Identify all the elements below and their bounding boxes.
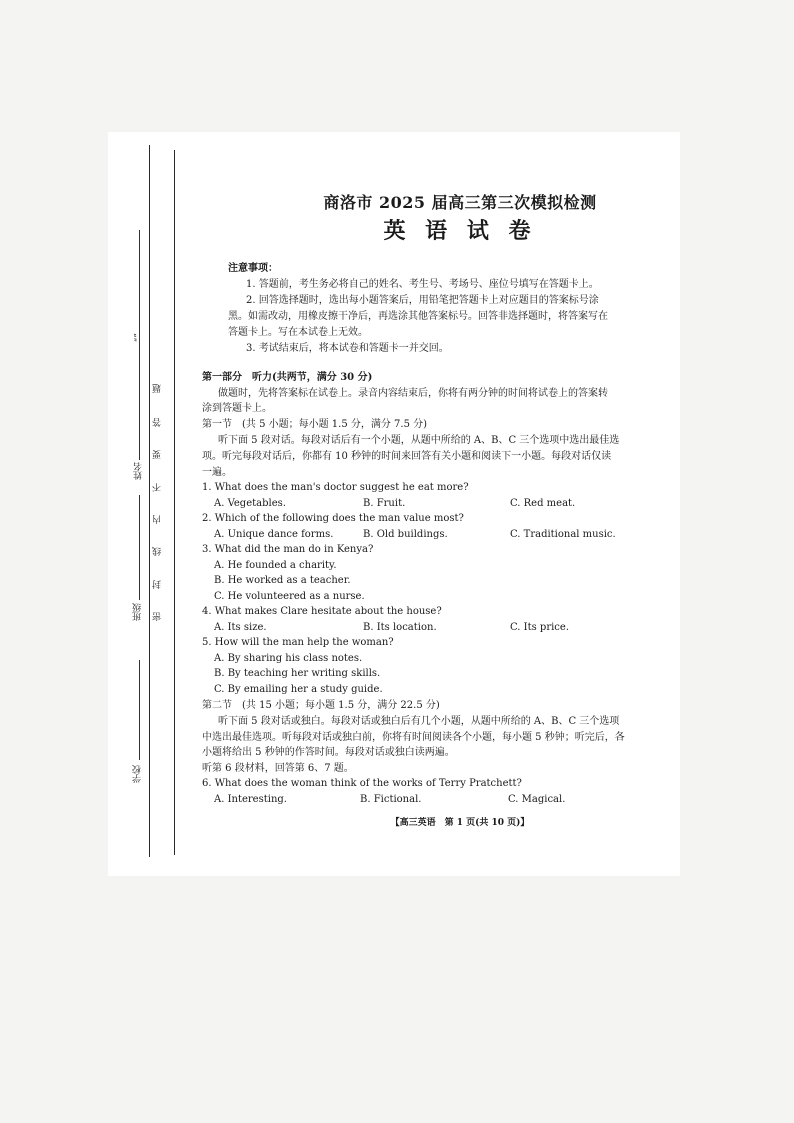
part1-heading: 第一部分 听力(共两节，满分 30 分) [202, 372, 373, 383]
school-underline [139, 660, 140, 760]
option: C. Traditional music. [510, 529, 616, 540]
option: C. Its price. [510, 622, 570, 633]
option: C. Magical. [508, 794, 566, 805]
name-underline [139, 230, 140, 460]
part1-intro-line: 做题时，先将答案标在试卷上。录音内容结束后，你将有两分钟的时间将试卷上的答案转 [218, 388, 608, 399]
option: A. By sharing his class notes. [214, 653, 363, 664]
question-stem: 1. What does the man's doctor suggest he eat more? [202, 482, 469, 493]
option: A. Vegetables. [214, 498, 286, 509]
seal-char: 密 [153, 612, 163, 621]
seal-char: 答 [153, 418, 163, 427]
option: B. Fictional. [360, 794, 422, 805]
section1-instruction-line: 项。听完每段对话后，你都有 10 秒钟的时间来回答有关小题和阅读下一小题。每段对话仅读 [202, 451, 612, 462]
question-stem: 2. Which of the following does the man value most? [202, 513, 464, 524]
notice-line: 黑。如需改动，用橡皮擦干净后，再选涂其他答案标号。回答非选择题时，将答案写在 [228, 311, 608, 322]
question-stem: 4. What makes Clare hesitate about the house? [202, 606, 442, 617]
notice-line: 3. 考试结束后，将本试卷和答题卡一并交回。 [246, 343, 449, 354]
margin-rule-outer [149, 145, 150, 857]
option: C. He volunteered as a nurse. [214, 591, 365, 602]
option: B. By teaching her writing skills. [214, 668, 381, 679]
option: A. He founded a charity. [214, 560, 337, 571]
option: C. By emailing her a study guide. [214, 684, 383, 695]
question-stem: 5. How will the man help the woman? [202, 637, 394, 648]
class-underline [139, 495, 140, 600]
option: B. Old buildings. [363, 529, 448, 540]
seal-char: 线 [153, 547, 163, 556]
section2-instruction-line: 小题将给出 5 秒钟的作答时间。每段对话或独白读两遍。 [202, 747, 455, 758]
subject-title: 英 语 试 卷 [383, 218, 537, 244]
section2-instruction-line: 中选出最佳选项。听每段对话或独白前，你将有时间阅读各个小题，每小题 5 秒钟；听完后，各 [202, 732, 625, 743]
school-label: 学校 [133, 765, 143, 783]
section1-heading: 第一节 (共 5 小题；每小题 1.5 分，满分 7.5 分) [202, 419, 428, 430]
notice-heading: 注意事项： [228, 263, 278, 274]
seal-char: 要 [153, 450, 163, 459]
question-stem: 6. What does the woman think of the works of Terry Pratchett? [202, 778, 522, 789]
option: A. Its size. [214, 622, 267, 633]
material-line: 听第 6 段材料，回答第 6、7 题。 [202, 763, 354, 774]
class-label: 班级 [133, 603, 143, 621]
seal-char: 内 [153, 515, 163, 524]
part1-intro-line: 涂到答题卡上。 [202, 403, 272, 414]
seal-char: 题 [153, 384, 163, 393]
option: C. Red meat. [510, 498, 576, 509]
question-stem: 3. What did the man do in Kenya? [202, 544, 374, 555]
page-footer: 【高三英语 第 1 页(共 10 页)】 [390, 818, 530, 828]
notice-line: 答题卡上。写在本试卷上无效。 [228, 327, 368, 338]
notice-line: 1. 答题前，考生务必将自己的姓名、考生号、考场号、座位号填写在答题卡上。 [246, 279, 599, 290]
seal-char: 封 [153, 580, 163, 589]
exam-title: 商洛市 2025 届高三第三次模拟检测 [323, 193, 597, 212]
section2-instruction-line: 听下面 5 段对话或独白。每段对话或独白后有几个小题，从题中所给的 A、B、C 三个选项 [218, 716, 620, 727]
option: B. Its location. [363, 622, 437, 633]
option: A. Unique dance forms. [214, 529, 334, 540]
section2-heading: 第二节 (共 15 小题；每小题 1.5 分，满分 22.5 分) [202, 700, 440, 711]
name-label: 姓名 [134, 462, 144, 480]
notice-line: 2. 回答选择题时，选出每小题答案后，用铅笔把答题卡上对应题目的答案标号涂 [246, 295, 599, 306]
option: B. Fruit. [363, 498, 406, 509]
option: A. Interesting. [214, 794, 287, 805]
section1-instruction-line: 一遍。 [202, 467, 232, 478]
section1-instruction-line: 听下面 5 段对话。每段对话后有一个小题，从题中所给的 A、B、C 三个选项中选出最佳选 [218, 435, 620, 446]
seal-char: 不 [153, 483, 163, 492]
option: B. He worked as a teacher. [214, 575, 351, 586]
margin-scribble: “” [134, 333, 144, 343]
margin-rule-inner [174, 150, 175, 855]
